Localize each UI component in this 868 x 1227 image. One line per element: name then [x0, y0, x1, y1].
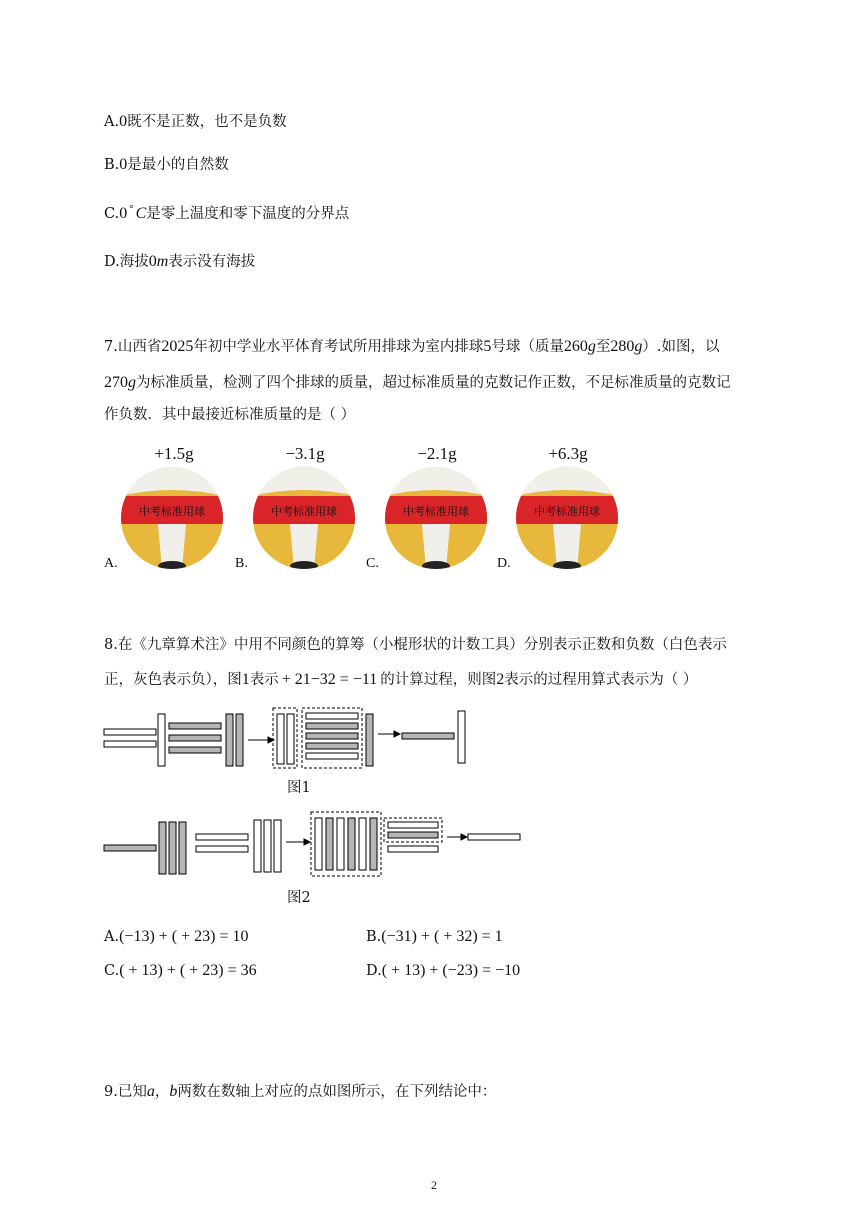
option-expression: (−13) + ( + 23) = 10 — [119, 928, 249, 945]
math-variable: a — [146, 1083, 155, 1100]
text: 表示 — [249, 672, 279, 688]
figure-2-caption: 图2 — [287, 890, 311, 906]
text: 号球（质量 — [491, 339, 564, 355]
q7-line-2 — [104, 373, 731, 392]
ball-band-text: 中考标准用球 — [403, 505, 469, 518]
option-text: 表示没有海拔 — [168, 254, 256, 270]
math-unit: m — [156, 253, 169, 270]
option-text: 是零上温度和零下温度的分界点 — [146, 206, 350, 222]
ball-letter-d: D. — [497, 556, 511, 571]
degree-symbol: ° — [129, 203, 134, 215]
ball-label-c: −2.1g — [417, 444, 457, 463]
text: 年初中学业水平体育考试所用排球为室内排球 — [193, 339, 484, 355]
math-unit: g — [634, 338, 643, 355]
q8-line-1 — [104, 637, 727, 654]
text: 为标准质量，检测了四个排球的质量，超过标准质量的克数记作正数，不足标准质量的克数记 — [136, 375, 731, 391]
option-expression: ( + 13) + (−23) = −10 — [381, 962, 521, 979]
q7-line-1 — [104, 337, 719, 356]
volleyball-image-c — [384, 466, 488, 570]
math-number: 0 — [119, 205, 128, 222]
q9-line-1 — [104, 1082, 496, 1101]
q8-option-b — [366, 927, 503, 946]
text: 正，灰色表示负），图 — [104, 672, 242, 688]
figure-1-caption: 图1 — [287, 780, 311, 796]
math-number: 0 — [119, 156, 128, 173]
option-text: 既不是正数，也不是负数 — [127, 114, 287, 130]
text: 8.在《九章算术注》中用不同颜色的算筹（小棍形状的计数工具）分别表示正数和负数（白色表示 — [104, 637, 727, 653]
q6-option-d — [104, 252, 255, 271]
q8-option-a — [104, 927, 249, 946]
text: 的计算过程，则图 — [380, 672, 497, 688]
math-number: 1 — [241, 671, 250, 688]
math-number: 260 — [563, 338, 588, 355]
text: 至 — [595, 339, 611, 355]
option-expression: ( + 13) + ( + 23) = 36 — [119, 962, 257, 979]
option-letter: D. — [104, 254, 120, 270]
ball-label-d: +6.3g — [548, 444, 588, 463]
text: 9.已知 — [104, 1084, 147, 1100]
figure-1-rods-diagram — [100, 706, 480, 772]
option-text: 是最小的自然数 — [127, 157, 229, 173]
q6-option-c — [104, 203, 349, 223]
figure-2-rods-diagram — [100, 808, 530, 880]
ball-band-text: 中考标准用球 — [271, 505, 337, 518]
q8-option-c — [104, 961, 257, 980]
option-text: 海拔 — [119, 254, 149, 270]
math-number: 280 — [610, 338, 635, 355]
math-unit: g — [587, 338, 596, 355]
math-unit: C — [135, 205, 147, 222]
text: 作负数．其中最接近标准质量的是（ ） — [104, 407, 356, 423]
option-expression: (−31) + ( + 32) = 1 — [381, 928, 503, 945]
option-letter: C. — [104, 963, 120, 979]
volleyball-image-d — [515, 466, 619, 570]
q8-line-2 — [104, 670, 697, 689]
text: 表示的过程用算式表示为（ ） — [504, 672, 698, 688]
ball-letter-b: B. — [235, 556, 248, 571]
math-number: 2025 — [161, 338, 194, 355]
text: 两数在数轴上对应的点如图所示，在下列结论中： — [177, 1084, 497, 1100]
ball-letter-a: A. — [104, 556, 118, 571]
ball-band-text: 中考标准用球 — [139, 505, 205, 518]
math-number: 270 — [104, 374, 128, 391]
option-letter: D. — [366, 963, 382, 979]
q6-option-b — [104, 155, 229, 174]
q8-option-d — [366, 961, 520, 980]
ball-label-b: −3.1g — [285, 444, 325, 463]
option-letter: B. — [104, 157, 120, 173]
math-variable: b — [169, 1083, 178, 1100]
math-number: 0 — [119, 113, 128, 130]
volleyball-image-a — [120, 466, 224, 570]
q6-option-a — [104, 112, 287, 131]
volleyball-image-b — [252, 466, 356, 570]
option-letter: A. — [104, 114, 120, 130]
ball-label-a: +1.5g — [154, 444, 194, 463]
ball-band-text: 中考标准用球 — [534, 505, 600, 518]
text: ， — [154, 1084, 170, 1100]
text: ）.如图，以 — [642, 339, 720, 355]
ball-letter-c: C. — [366, 556, 379, 571]
page-number: 2 — [431, 1178, 437, 1192]
math-expression: + 21−32 = −11 — [281, 671, 378, 688]
option-letter: C. — [104, 206, 120, 222]
math-number: 5 — [483, 338, 492, 355]
option-letter: A. — [104, 929, 120, 945]
math-number: 0 — [148, 253, 157, 270]
text: 7.山西省 — [104, 339, 162, 355]
math-number: 2 — [496, 671, 505, 688]
math-unit: g — [128, 374, 136, 391]
q7-line-3 — [104, 407, 355, 424]
option-letter: B. — [366, 929, 382, 945]
